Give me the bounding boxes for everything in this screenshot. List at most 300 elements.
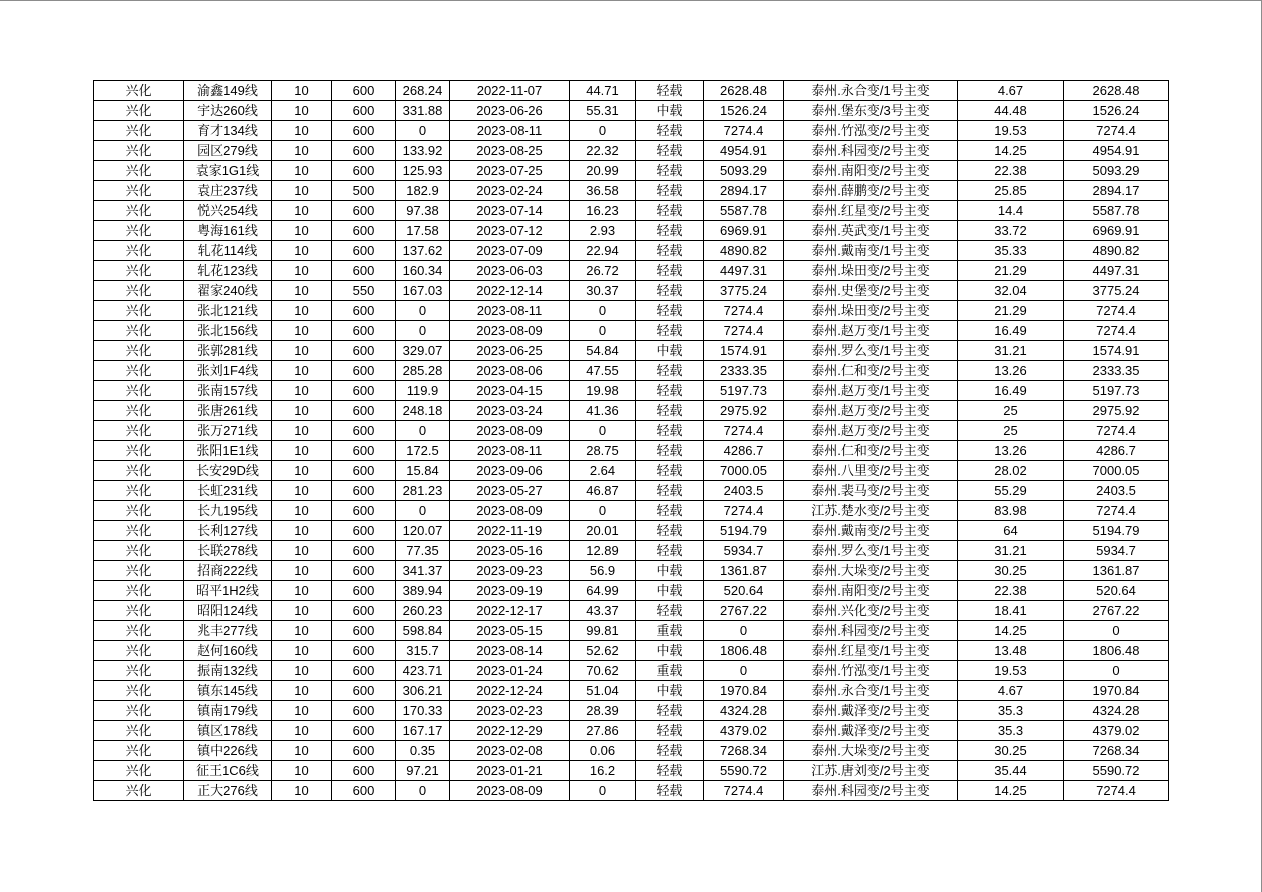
transformer-load-rate-cell: 16.49	[958, 381, 1064, 401]
transformer-load-rate-cell: 35.33	[958, 241, 1064, 261]
county-cell: 兴化	[94, 581, 184, 601]
line-name-cell: 张刘1F4线	[184, 361, 272, 381]
rating-cell: 600	[332, 541, 396, 561]
load-rate-cell: 52.62	[570, 641, 636, 661]
available-capacity-cell: 7274.4	[1064, 501, 1169, 521]
voltage-cell: 10	[272, 521, 332, 541]
spare-capacity-cell: 5197.73	[704, 381, 784, 401]
load-rate-cell: 0	[570, 781, 636, 801]
load-status-cell: 中载	[636, 581, 704, 601]
county-cell: 兴化	[94, 441, 184, 461]
line-name-cell: 长九195线	[184, 501, 272, 521]
date-cell: 2023-08-09	[450, 781, 570, 801]
load-value-cell: 160.34	[396, 261, 450, 281]
spare-capacity-cell: 2333.35	[704, 361, 784, 381]
line-name-cell: 镇东145线	[184, 681, 272, 701]
table-row	[94, 601, 1169, 621]
line-name-cell: 育才134线	[184, 121, 272, 141]
county-cell: 兴化	[94, 201, 184, 221]
load-status-cell: 轻载	[636, 461, 704, 481]
rating-cell: 600	[332, 681, 396, 701]
rating-cell: 600	[332, 301, 396, 321]
load-status-cell: 轻载	[636, 301, 704, 321]
voltage-cell: 10	[272, 381, 332, 401]
load-status-cell: 轻载	[636, 521, 704, 541]
rating-cell: 600	[332, 621, 396, 641]
county-cell: 兴化	[94, 141, 184, 161]
date-cell: 2022-12-24	[450, 681, 570, 701]
spare-capacity-cell: 7274.4	[704, 321, 784, 341]
voltage-cell: 10	[272, 681, 332, 701]
load-rate-cell: 30.37	[570, 281, 636, 301]
transformer-load-rate-cell: 32.04	[958, 281, 1064, 301]
voltage-cell: 10	[272, 601, 332, 621]
transformer-cell: 泰州.科园变/2号主变	[784, 621, 958, 641]
date-cell: 2023-08-11	[450, 121, 570, 141]
spare-capacity-cell: 2894.17	[704, 181, 784, 201]
date-cell: 2023-07-12	[450, 221, 570, 241]
transformer-load-rate-cell: 21.29	[958, 301, 1064, 321]
rating-cell: 600	[332, 81, 396, 101]
load-value-cell: 0	[396, 301, 450, 321]
spare-capacity-cell: 7274.4	[704, 421, 784, 441]
county-cell: 兴化	[94, 421, 184, 441]
spare-capacity-cell: 2403.5	[704, 481, 784, 501]
transformer-cell: 江苏.楚水变/2号主变	[784, 501, 958, 521]
table-row	[94, 81, 1169, 101]
transformer-cell: 泰州.垛田变/2号主变	[784, 301, 958, 321]
voltage-cell: 10	[272, 181, 332, 201]
load-rate-cell: 0	[570, 121, 636, 141]
transformer-cell: 泰州.竹泓变/1号主变	[784, 661, 958, 681]
spare-capacity-cell: 1970.84	[704, 681, 784, 701]
rating-cell: 600	[332, 521, 396, 541]
load-rate-cell: 70.62	[570, 661, 636, 681]
voltage-cell: 10	[272, 161, 332, 181]
load-status-cell: 轻载	[636, 781, 704, 801]
spare-capacity-cell: 4379.02	[704, 721, 784, 741]
available-capacity-cell: 7274.4	[1064, 781, 1169, 801]
available-capacity-cell: 7268.34	[1064, 741, 1169, 761]
table-row	[94, 741, 1169, 761]
available-capacity-cell: 2333.35	[1064, 361, 1169, 381]
table-row	[94, 661, 1169, 681]
rating-cell: 600	[332, 241, 396, 261]
available-capacity-cell: 1574.91	[1064, 341, 1169, 361]
county-cell: 兴化	[94, 621, 184, 641]
available-capacity-cell: 520.64	[1064, 581, 1169, 601]
load-rate-cell: 44.71	[570, 81, 636, 101]
transformer-cell: 泰州.英武变/1号主变	[784, 221, 958, 241]
county-cell: 兴化	[94, 121, 184, 141]
data-table	[93, 80, 1169, 801]
line-name-cell: 征王1C6线	[184, 761, 272, 781]
transformer-load-rate-cell: 35.44	[958, 761, 1064, 781]
load-rate-cell: 22.32	[570, 141, 636, 161]
rating-cell: 600	[332, 781, 396, 801]
county-cell: 兴化	[94, 601, 184, 621]
load-value-cell: 97.21	[396, 761, 450, 781]
load-value-cell: 119.9	[396, 381, 450, 401]
available-capacity-cell: 4286.7	[1064, 441, 1169, 461]
line-name-cell: 张北156线	[184, 321, 272, 341]
load-status-cell: 轻载	[636, 541, 704, 561]
rating-cell: 600	[332, 361, 396, 381]
transformer-load-rate-cell: 55.29	[958, 481, 1064, 501]
spare-capacity-cell: 4286.7	[704, 441, 784, 461]
transformer-load-rate-cell: 35.3	[958, 701, 1064, 721]
table-body	[94, 81, 1169, 801]
available-capacity-cell: 1526.24	[1064, 101, 1169, 121]
county-cell: 兴化	[94, 281, 184, 301]
load-status-cell: 轻载	[636, 181, 704, 201]
load-rate-cell: 54.84	[570, 341, 636, 361]
spare-capacity-cell: 5587.78	[704, 201, 784, 221]
transformer-cell: 泰州.永合变/1号主变	[784, 681, 958, 701]
load-status-cell: 轻载	[636, 141, 704, 161]
date-cell: 2023-06-26	[450, 101, 570, 121]
load-value-cell: 77.35	[396, 541, 450, 561]
rating-cell: 600	[332, 341, 396, 361]
load-status-cell: 轻载	[636, 381, 704, 401]
county-cell: 兴化	[94, 741, 184, 761]
available-capacity-cell: 4497.31	[1064, 261, 1169, 281]
county-cell: 兴化	[94, 501, 184, 521]
county-cell: 兴化	[94, 261, 184, 281]
date-cell: 2022-11-07	[450, 81, 570, 101]
load-rate-cell: 51.04	[570, 681, 636, 701]
transformer-cell: 泰州.堡东变/3号主变	[784, 101, 958, 121]
available-capacity-cell: 2975.92	[1064, 401, 1169, 421]
line-name-cell: 袁家1G1线	[184, 161, 272, 181]
county-cell: 兴化	[94, 661, 184, 681]
spare-capacity-cell: 4890.82	[704, 241, 784, 261]
load-status-cell: 中载	[636, 561, 704, 581]
date-cell: 2023-08-11	[450, 301, 570, 321]
transformer-load-rate-cell: 13.48	[958, 641, 1064, 661]
transformer-load-rate-cell: 25	[958, 421, 1064, 441]
transformer-load-rate-cell: 64	[958, 521, 1064, 541]
load-value-cell: 423.71	[396, 661, 450, 681]
load-value-cell: 182.9	[396, 181, 450, 201]
county-cell: 兴化	[94, 761, 184, 781]
spare-capacity-cell: 7274.4	[704, 501, 784, 521]
spare-capacity-cell: 5194.79	[704, 521, 784, 541]
load-status-cell: 轻载	[636, 361, 704, 381]
available-capacity-cell: 2894.17	[1064, 181, 1169, 201]
date-cell: 2023-03-24	[450, 401, 570, 421]
load-rate-cell: 28.75	[570, 441, 636, 461]
available-capacity-cell: 7274.4	[1064, 301, 1169, 321]
transformer-load-rate-cell: 18.41	[958, 601, 1064, 621]
voltage-cell: 10	[272, 121, 332, 141]
load-rate-cell: 26.72	[570, 261, 636, 281]
transformer-cell: 泰州.大垛变/2号主变	[784, 561, 958, 581]
rating-cell: 600	[332, 661, 396, 681]
voltage-cell: 10	[272, 101, 332, 121]
load-value-cell: 0.35	[396, 741, 450, 761]
load-value-cell: 172.5	[396, 441, 450, 461]
table-row	[94, 701, 1169, 721]
available-capacity-cell: 5934.7	[1064, 541, 1169, 561]
transformer-load-rate-cell: 16.49	[958, 321, 1064, 341]
transformer-cell: 泰州.史堡变/2号主变	[784, 281, 958, 301]
voltage-cell: 10	[272, 461, 332, 481]
transformer-cell: 泰州.红星变/2号主变	[784, 201, 958, 221]
county-cell: 兴化	[94, 561, 184, 581]
available-capacity-cell: 0	[1064, 661, 1169, 681]
date-cell: 2023-09-06	[450, 461, 570, 481]
load-value-cell: 315.7	[396, 641, 450, 661]
spare-capacity-cell: 7274.4	[704, 781, 784, 801]
voltage-cell: 10	[272, 541, 332, 561]
transformer-load-rate-cell: 83.98	[958, 501, 1064, 521]
table-row	[94, 541, 1169, 561]
transformer-load-rate-cell: 22.38	[958, 581, 1064, 601]
transformer-load-rate-cell: 31.21	[958, 341, 1064, 361]
table-row	[94, 521, 1169, 541]
rating-cell: 600	[332, 161, 396, 181]
line-name-cell: 渝鑫149线	[184, 81, 272, 101]
county-cell: 兴化	[94, 721, 184, 741]
transformer-cell: 泰州.科园变/2号主变	[784, 141, 958, 161]
line-name-cell: 张唐261线	[184, 401, 272, 421]
spare-capacity-cell: 5934.7	[704, 541, 784, 561]
load-value-cell: 125.93	[396, 161, 450, 181]
load-value-cell: 329.07	[396, 341, 450, 361]
transformer-load-rate-cell: 19.53	[958, 121, 1064, 141]
available-capacity-cell: 5093.29	[1064, 161, 1169, 181]
line-name-cell: 镇中226线	[184, 741, 272, 761]
table-row	[94, 481, 1169, 501]
transformer-cell: 泰州.赵万变/1号主变	[784, 381, 958, 401]
available-capacity-cell: 2628.48	[1064, 81, 1169, 101]
date-cell: 2023-08-09	[450, 421, 570, 441]
table-row	[94, 501, 1169, 521]
date-cell: 2023-05-15	[450, 621, 570, 641]
rating-cell: 600	[332, 421, 396, 441]
load-rate-cell: 19.98	[570, 381, 636, 401]
transformer-cell: 泰州.大垛变/2号主变	[784, 741, 958, 761]
load-value-cell: 281.23	[396, 481, 450, 501]
table-row	[94, 761, 1169, 781]
load-status-cell: 轻载	[636, 421, 704, 441]
spare-capacity-cell: 7274.4	[704, 121, 784, 141]
rating-cell: 600	[332, 701, 396, 721]
date-cell: 2023-02-08	[450, 741, 570, 761]
transformer-cell: 泰州.罗么变/1号主变	[784, 341, 958, 361]
spare-capacity-cell: 1526.24	[704, 101, 784, 121]
spare-capacity-cell: 3775.24	[704, 281, 784, 301]
load-value-cell: 0	[396, 121, 450, 141]
spare-capacity-cell: 5590.72	[704, 761, 784, 781]
transformer-load-rate-cell: 25	[958, 401, 1064, 421]
table-row	[94, 641, 1169, 661]
voltage-cell: 10	[272, 501, 332, 521]
load-rate-cell: 41.36	[570, 401, 636, 421]
date-cell: 2023-08-11	[450, 441, 570, 461]
rating-cell: 600	[332, 221, 396, 241]
table-row	[94, 381, 1169, 401]
date-cell: 2023-08-06	[450, 361, 570, 381]
available-capacity-cell: 5194.79	[1064, 521, 1169, 541]
load-rate-cell: 56.9	[570, 561, 636, 581]
table-row	[94, 121, 1169, 141]
date-cell: 2022-12-14	[450, 281, 570, 301]
transformer-cell: 泰州.裴马变/2号主变	[784, 481, 958, 501]
voltage-cell: 10	[272, 281, 332, 301]
county-cell: 兴化	[94, 401, 184, 421]
date-cell: 2023-01-21	[450, 761, 570, 781]
available-capacity-cell: 4324.28	[1064, 701, 1169, 721]
transformer-load-rate-cell: 14.25	[958, 141, 1064, 161]
line-name-cell: 袁庄237线	[184, 181, 272, 201]
table-row	[94, 321, 1169, 341]
date-cell: 2023-02-23	[450, 701, 570, 721]
date-cell: 2022-12-29	[450, 721, 570, 741]
voltage-cell: 10	[272, 641, 332, 661]
date-cell: 2023-09-19	[450, 581, 570, 601]
voltage-cell: 10	[272, 561, 332, 581]
available-capacity-cell: 7000.05	[1064, 461, 1169, 481]
load-status-cell: 轻载	[636, 261, 704, 281]
transformer-cell: 泰州.戴南变/2号主变	[784, 521, 958, 541]
rating-cell: 600	[332, 481, 396, 501]
available-capacity-cell: 7274.4	[1064, 421, 1169, 441]
voltage-cell: 10	[272, 661, 332, 681]
date-cell: 2023-08-09	[450, 501, 570, 521]
rating-cell: 600	[332, 561, 396, 581]
transformer-cell: 江苏.唐刘变/2号主变	[784, 761, 958, 781]
line-name-cell: 园区279线	[184, 141, 272, 161]
transformer-load-rate-cell: 19.53	[958, 661, 1064, 681]
transformer-load-rate-cell: 30.25	[958, 561, 1064, 581]
load-rate-cell: 2.64	[570, 461, 636, 481]
rating-cell: 600	[332, 641, 396, 661]
line-name-cell: 悦兴254线	[184, 201, 272, 221]
transformer-load-rate-cell: 14.4	[958, 201, 1064, 221]
transformer-cell: 泰州.赵万变/1号主变	[784, 321, 958, 341]
table-row	[94, 721, 1169, 741]
available-capacity-cell: 5590.72	[1064, 761, 1169, 781]
line-name-cell: 张阳1E1线	[184, 441, 272, 461]
load-rate-cell: 55.31	[570, 101, 636, 121]
load-status-cell: 轻载	[636, 441, 704, 461]
county-cell: 兴化	[94, 381, 184, 401]
rating-cell: 600	[332, 761, 396, 781]
table-row	[94, 461, 1169, 481]
available-capacity-cell: 7274.4	[1064, 121, 1169, 141]
load-value-cell: 0	[396, 421, 450, 441]
load-value-cell: 285.28	[396, 361, 450, 381]
date-cell: 2023-08-14	[450, 641, 570, 661]
table-row	[94, 361, 1169, 381]
load-status-cell: 轻载	[636, 241, 704, 261]
line-name-cell: 张郭281线	[184, 341, 272, 361]
load-rate-cell: 16.2	[570, 761, 636, 781]
line-name-cell: 兆丰277线	[184, 621, 272, 641]
available-capacity-cell: 4890.82	[1064, 241, 1169, 261]
voltage-cell: 10	[272, 421, 332, 441]
county-cell: 兴化	[94, 701, 184, 721]
load-status-cell: 中载	[636, 341, 704, 361]
load-rate-cell: 20.01	[570, 521, 636, 541]
load-status-cell: 重载	[636, 621, 704, 641]
available-capacity-cell: 5587.78	[1064, 201, 1169, 221]
transformer-load-rate-cell: 14.25	[958, 781, 1064, 801]
rating-cell: 600	[332, 401, 396, 421]
transformer-cell: 泰州.赵万变/2号主变	[784, 401, 958, 421]
county-cell: 兴化	[94, 81, 184, 101]
load-value-cell: 167.03	[396, 281, 450, 301]
line-name-cell: 正大276线	[184, 781, 272, 801]
load-value-cell: 170.33	[396, 701, 450, 721]
spare-capacity-cell: 7000.05	[704, 461, 784, 481]
transformer-cell: 泰州.垛田变/2号主变	[784, 261, 958, 281]
table-row	[94, 281, 1169, 301]
available-capacity-cell: 2403.5	[1064, 481, 1169, 501]
load-status-cell: 轻载	[636, 481, 704, 501]
table-row	[94, 181, 1169, 201]
transformer-cell: 泰州.南阳变/2号主变	[784, 581, 958, 601]
voltage-cell: 10	[272, 241, 332, 261]
rating-cell: 600	[332, 381, 396, 401]
county-cell: 兴化	[94, 641, 184, 661]
spare-capacity-cell: 520.64	[704, 581, 784, 601]
transformer-cell: 泰州.仁和变/2号主变	[784, 361, 958, 381]
load-rate-cell: 36.58	[570, 181, 636, 201]
date-cell: 2023-08-25	[450, 141, 570, 161]
date-cell: 2022-12-17	[450, 601, 570, 621]
table-row	[94, 621, 1169, 641]
load-status-cell: 重载	[636, 661, 704, 681]
load-rate-cell: 99.81	[570, 621, 636, 641]
load-rate-cell: 0.06	[570, 741, 636, 761]
rating-cell: 600	[332, 201, 396, 221]
line-name-cell: 长利127线	[184, 521, 272, 541]
load-rate-cell: 27.86	[570, 721, 636, 741]
spare-capacity-cell: 0	[704, 621, 784, 641]
load-value-cell: 0	[396, 781, 450, 801]
load-value-cell: 167.17	[396, 721, 450, 741]
load-value-cell: 97.38	[396, 201, 450, 221]
load-status-cell: 轻载	[636, 221, 704, 241]
rating-cell: 600	[332, 321, 396, 341]
table-row	[94, 241, 1169, 261]
spare-capacity-cell: 1361.87	[704, 561, 784, 581]
date-cell: 2022-11-19	[450, 521, 570, 541]
county-cell: 兴化	[94, 461, 184, 481]
rating-cell: 600	[332, 141, 396, 161]
line-name-cell: 长虹231线	[184, 481, 272, 501]
transformer-load-rate-cell: 44.48	[958, 101, 1064, 121]
load-value-cell: 0	[396, 321, 450, 341]
date-cell: 2023-02-24	[450, 181, 570, 201]
load-value-cell: 598.84	[396, 621, 450, 641]
load-status-cell: 轻载	[636, 601, 704, 621]
rating-cell: 600	[332, 461, 396, 481]
county-cell: 兴化	[94, 241, 184, 261]
load-rate-cell: 46.87	[570, 481, 636, 501]
load-value-cell: 248.18	[396, 401, 450, 421]
load-status-cell: 轻载	[636, 161, 704, 181]
voltage-cell: 10	[272, 781, 332, 801]
line-name-cell: 粤海161线	[184, 221, 272, 241]
table-row	[94, 341, 1169, 361]
load-status-cell: 中载	[636, 681, 704, 701]
voltage-cell: 10	[272, 481, 332, 501]
rating-cell: 500	[332, 181, 396, 201]
